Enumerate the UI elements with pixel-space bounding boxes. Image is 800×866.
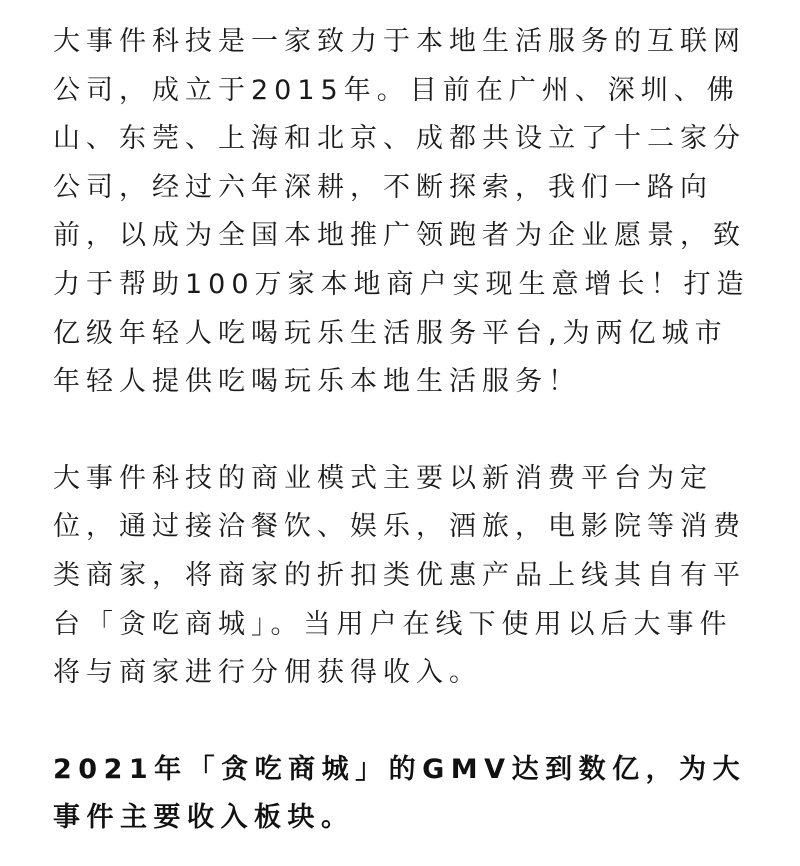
gmv-highlight-paragraph: 2021年「贪吃商城」的GMV达到数亿，为大事件主要收入板块。 <box>53 753 747 834</box>
business-model-paragraph: 大事件科技的商业模式主要以新消费平台为定位，通过接洽餐饮、娱乐，酒旅，电影院等消费类商家，将商家的折扣类优惠产品上线其自有平台「贪吃商城」。当用户在线下使用以后大事件将与商家进行分佣获得收入。 <box>53 462 746 689</box>
article-body <box>53 18 753 843</box>
company-intro-paragraph: 大事件科技是一家致力于本地生活服务的互联网公司，成立于2015年。目前在广州、深圳、佛山、东莞、上海和北京、成都共设立了十二家分公司，经过六年深耕，不断探索，我们一路向前，以成为全国本地推广领跑者为企业愿景，致力于帮助100万家本地商户实现生意增长！打造亿级年轻人吃喝玩乐生活服务平台,为两亿城市年轻人提供吃喝玩乐本地生活服务！ <box>53 26 750 398</box>
